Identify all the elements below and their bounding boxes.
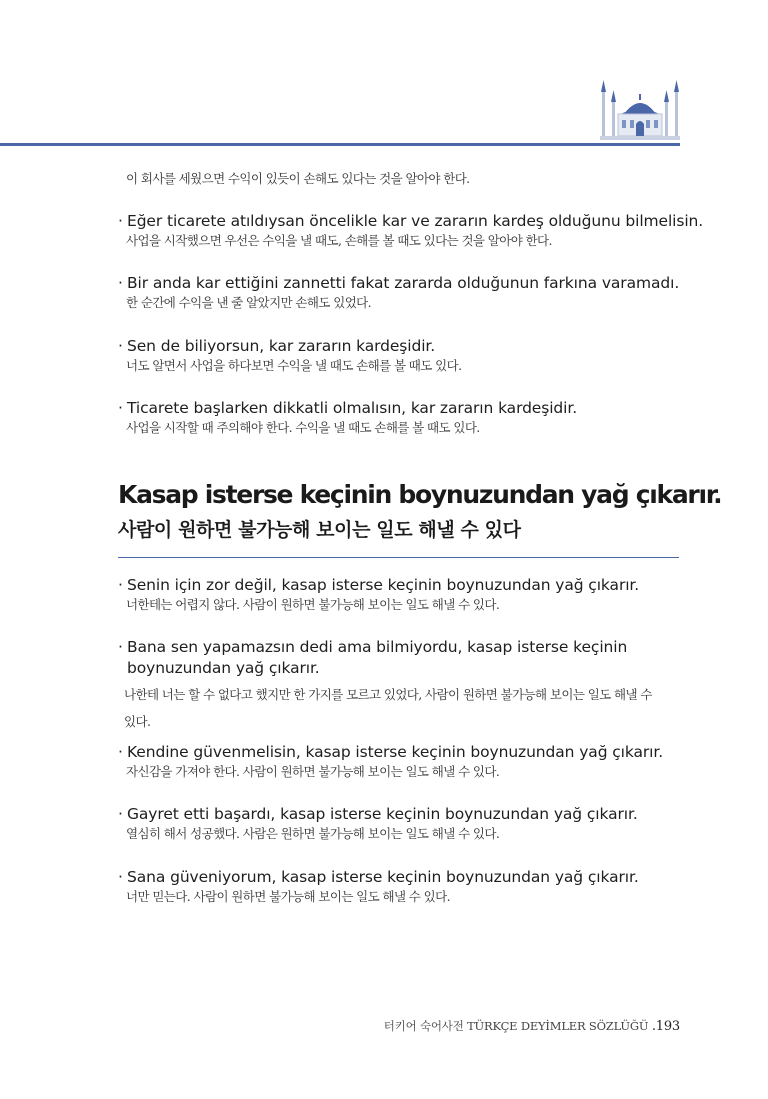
example-item bbox=[118, 398, 688, 437]
example-item bbox=[118, 336, 688, 375]
korean-translation: 너한테는 어렵지 않다. 사람이 원하면 불가능해 보이는 일도 해낼 수 있다. bbox=[126, 597, 500, 612]
example-item bbox=[118, 575, 688, 614]
turkish-sentence: Ticarete başlarken dikkatli olmalısın, kar zararın kardeşidir. bbox=[127, 399, 578, 417]
turkish-sentence: Bana sen yapamazsın dedi ama bilmiyordu, kasap isterse keçinin boynuzundan yağ çıkarır. bbox=[127, 638, 628, 677]
bullet: · bbox=[118, 399, 123, 417]
example-item bbox=[118, 742, 688, 781]
korean-translation: 열심히 해서 성공했다. 사람은 원하면 불가능해 보이는 일도 해낼 수 있다. bbox=[126, 826, 500, 841]
continuation-line bbox=[118, 170, 688, 188]
bullet: · bbox=[118, 743, 123, 761]
page-number: .193 bbox=[651, 1019, 680, 1034]
turkish-sentence: Gayret etti başardı, kasap isterse keçinin boynuzundan yağ çıkarır. bbox=[127, 805, 638, 823]
korean-translation: 이 회사를 세웠으면 수익이 있듯이 손해도 있다는 것을 알아야 한다. bbox=[126, 171, 470, 186]
bullet: · bbox=[118, 868, 123, 886]
turkish-sentence: Bir anda kar ettiğini zannetti fakat zararda olduğunun farkına varamadı. bbox=[127, 274, 680, 292]
idiom-title-turkish: Kasap isterse keçinin boynuzundan yağ çıkarır. bbox=[118, 480, 722, 509]
example-item bbox=[118, 867, 688, 906]
idiom-title-korean: 사람이 원하면 불가능해 보이는 일도 해낼 수 있다 bbox=[118, 519, 521, 541]
example-item bbox=[118, 211, 704, 250]
header-rule bbox=[0, 143, 680, 146]
turkish-sentence: Kendine güvenmelisin, kasap isterse keçinin boynuzundan yağ çıkarır. bbox=[127, 743, 664, 761]
turkish-sentence: Sen de biliyorsun, kar zararın kardeşidir. bbox=[127, 337, 436, 355]
korean-translation: 자신감을 가져야 한다. 사람이 원하면 불가능해 보이는 일도 해낼 수 있다. bbox=[126, 764, 500, 779]
korean-translation: 너만 믿는다. 사람이 원하면 불가능해 보이는 일도 해낼 수 있다. bbox=[126, 889, 450, 904]
bullet: · bbox=[118, 274, 123, 292]
example-item bbox=[118, 637, 658, 735]
page-footer bbox=[384, 1018, 680, 1034]
bullet: · bbox=[118, 337, 123, 355]
bullet: · bbox=[118, 576, 123, 594]
bullet: · bbox=[118, 212, 123, 230]
korean-translation: 나한테 너는 할 수 없다고 했지만 한 가지를 모르고 있었다, 사람이 원하면 불가능해 보이는 일도 해낼 수 있다. bbox=[124, 687, 652, 729]
section-divider bbox=[118, 557, 679, 558]
example-item bbox=[118, 273, 688, 312]
bullet: · bbox=[118, 638, 123, 656]
turkish-sentence: Senin için zor değil, kasap isterse keçinin boynuzundan yağ çıkarır. bbox=[127, 576, 640, 594]
korean-translation: 한 순간에 수익을 낸 줄 알았지만 손해도 있었다. bbox=[126, 295, 372, 310]
turkish-sentence: Eğer ticarete atıldıysan öncelikle kar ve zararın kardeş olduğunu bilmelisin. bbox=[127, 212, 704, 230]
korean-translation: 너도 알면서 사업을 하다보면 수익을 낼 때도 손해를 볼 때도 있다. bbox=[126, 358, 462, 373]
footer-title: 터키어 숙어사전 TÜRKÇE DEYİMLER SÖZLÜĞÜ bbox=[383, 1019, 649, 1033]
korean-translation: 사업을 시작했으면 우선은 수익을 낼 때도, 손해를 볼 때도 있다는 것을 알아야 한다. bbox=[126, 233, 552, 248]
example-item bbox=[118, 804, 688, 843]
bullet: · bbox=[118, 805, 123, 823]
turkish-sentence: Sana güveniyorum, kasap isterse keçinin boynuzundan yağ çıkarır. bbox=[127, 868, 639, 886]
mosque-icon bbox=[598, 78, 682, 144]
korean-translation: 사업을 시작할 때 주의해야 한다. 수익을 낼 때도 손해를 볼 때도 있다. bbox=[126, 420, 480, 435]
